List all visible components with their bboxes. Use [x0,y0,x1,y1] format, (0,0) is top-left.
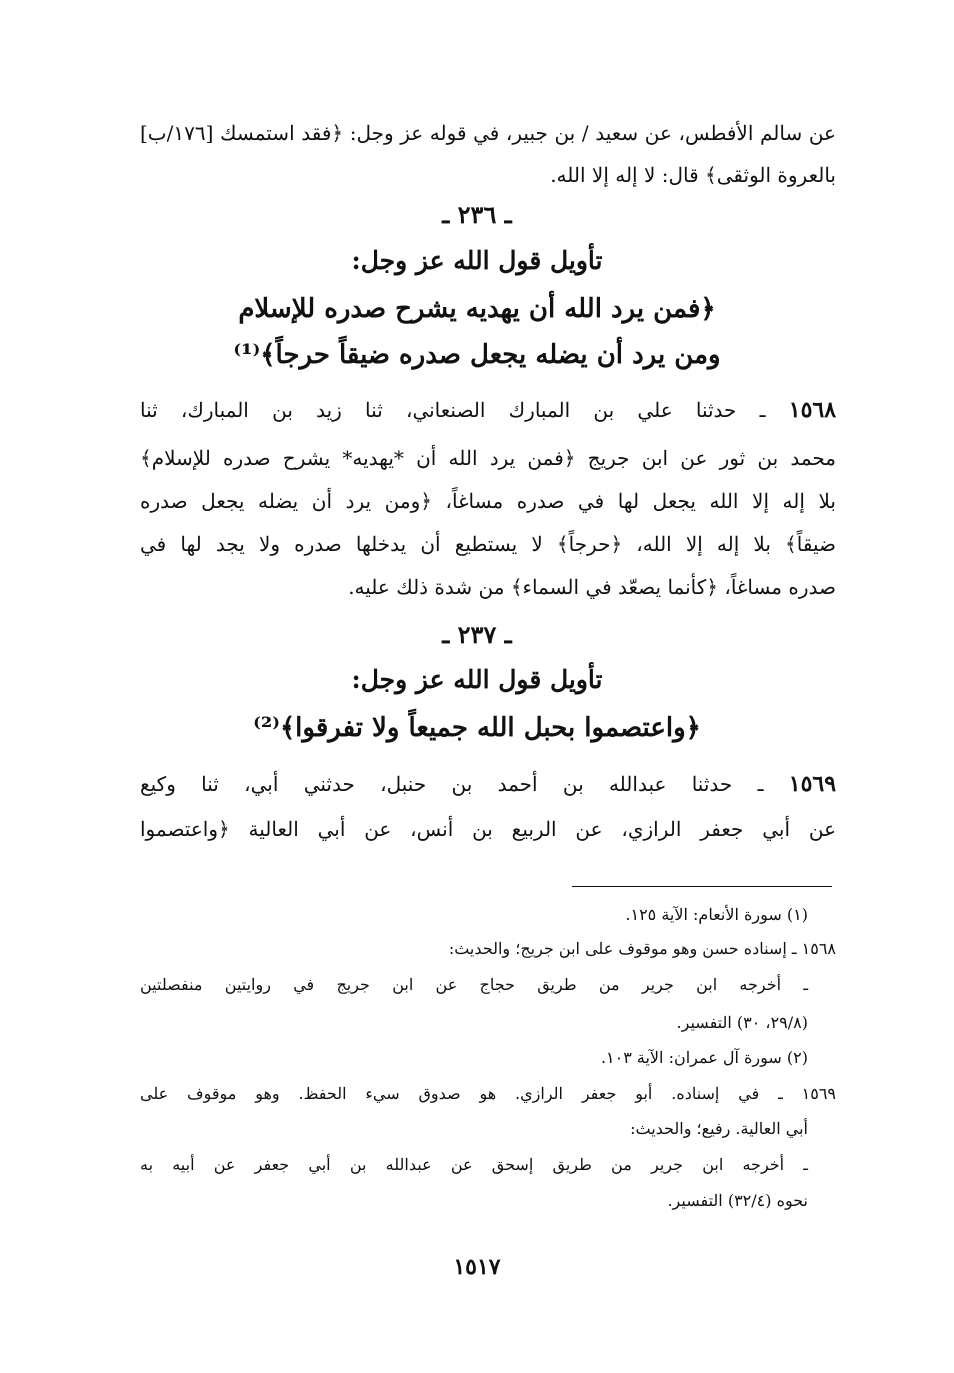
hadith-line: محمد بن ثور عن ابن جريج ﴿فمن يرد الله أن *يهديه* يشرح صدره للإسلام﴾ [140,446,836,470]
footnote: (٢٩/٨، ٣٠) التفسير. [676,1013,808,1032]
hadith-line [140,767,836,803]
section-number: ـ ٢٣٦ ـ [442,200,512,229]
quran-verse: ﴿فمن يرد الله أن يهديه يشرح صدره للإسلام [238,294,716,324]
hadith-number: ١٥٦٨ [788,397,837,423]
quran-verse: ﴿واعتصموا بحبل الله جميعاً ولا تفرقوا﴾⁽²⁾ [253,713,701,743]
footnote: ١٥٦٨ ـ إسناده حسن وهو موقوف على ابن جريج؛ والحديث: [448,939,836,958]
footnote: أبي العالية. رفيع؛ والحديث: [630,1119,808,1138]
section-title: تأويل قول الله عز وجل: [351,665,603,694]
hadith-line: صدره مساغاً، ﴿كأنما يصعّد في السماء﴾ من شدة ذلك عليه. [348,575,836,599]
hadith-number: ١٥٦٩ [788,771,837,797]
section-number: ـ ٢٣٧ ـ [442,620,512,649]
footnote: ـ أخرجه ابن جرير من طريق إسحق عن عبدالله بن أبي جعفر عن أبيه به [140,1155,808,1174]
body-line: بالعروة الوثقى﴾ قال: لا إله إلا الله. [550,163,836,187]
hadith-text: ـ حدثنا علي بن المبارك الصنعاني، ثنا زيد بن المبارك، ثنا [140,398,766,422]
footnote: نحوه (٣٢/٤) التفسير. [667,1191,808,1210]
footnote: (١) سورة الأنعام: الآية ١٢٥. [625,905,808,924]
hadith-line: ضيقاً﴾ بلا إله إلا الله، ﴿حرجاً﴾ لا يستطيع أن يدخلها صدره ولا يجد لها في [140,532,836,556]
body-line: عن سالم الأفطس، عن سعيد / بن جبير، في قوله عز وجل: ﴿فقد استمسك [١٧٦/ب] [140,121,836,145]
hadith-line: بلا إله إلا الله يجعل لها في صدره مساغاً، ﴿ومن يرد أن يضله يجعل صدره [140,489,836,513]
page-number: ١٥١٧ [453,1254,501,1280]
hadith-line [140,393,836,429]
footnote-separator [572,886,832,887]
section-title: تأويل قول الله عز وجل: [351,246,603,275]
quran-verse: ومن يرد أن يضله يجعل صدره ضيقاً حرجاً﴾⁽¹⁾ [233,340,721,370]
footnote: ١٥٦٩ ـ في إسناده. أبو جعفر الرازي. هو صدوق سيء الحفظ. وهو موقوف على [140,1084,836,1103]
hadith-line: عن أبي جعفر الرازي، عن الربيع بن أنس، عن أبي العالية ﴿واعتصموا [140,817,837,841]
hadith-text: ـ حدثنا عبدالله بن أحمد بن حنبل، حدثني أبي، ثنا وكيع [140,772,764,796]
footnote: (٢) سورة آل عمران: الآية ١٠٣. [600,1048,808,1067]
footnote: ـ أخرجه ابن جرير من طريق حجاج عن ابن جريج في روايتين منفصلتين [140,975,808,994]
